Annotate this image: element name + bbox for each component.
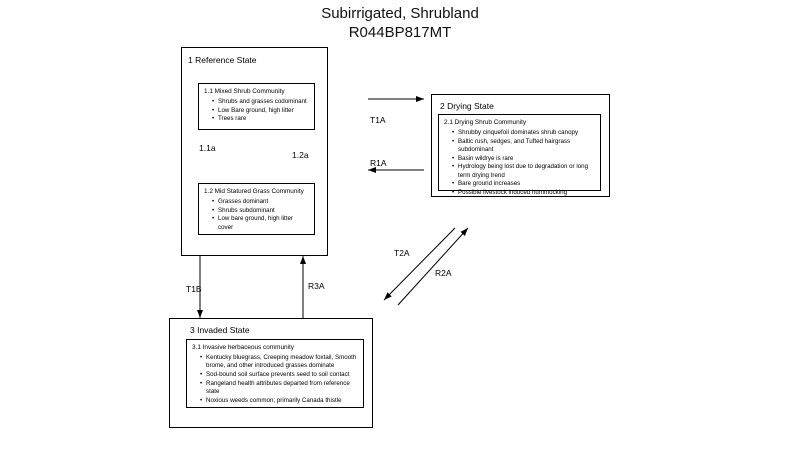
title-line-2: R044BP817MT: [348, 24, 452, 41]
list-item: • Low bare ground, high litter cover: [213, 215, 309, 231]
phase-box-1-1[interactable]: [198, 83, 315, 130]
list-item: • Baltic rush, sedges, and Tufted hairgrass subdominant: [453, 138, 595, 154]
list-item: • Grasses dominant: [213, 198, 309, 206]
phase-3-1-heading: 3.1 Invasive herbaceous community: [192, 344, 294, 351]
list-item: • Possible livestock induced hummocking: [453, 189, 595, 197]
state-title-invaded: 3 Invaded State: [190, 325, 250, 335]
list-item: • Rangeland health attributes departed from reference state: [201, 380, 358, 396]
label-r1a: R1A: [370, 158, 387, 168]
list-item: • Shrubby cinquefoil dominates shrub canopy: [453, 129, 595, 137]
state-title-reference: 1 Reference State: [188, 55, 257, 65]
phase-box-3-1[interactable]: [186, 339, 364, 408]
list-item: • Hydrology being lost due to degradation or long term drying trend: [453, 163, 595, 179]
phase-1-2-heading: 1.2 Mid Statured Grass Community: [204, 188, 304, 195]
list-item: • Trees rare: [213, 115, 309, 123]
phase-box-1-2[interactable]: [198, 183, 315, 235]
label-t2a: T2A: [394, 248, 410, 258]
list-item: • Bare ground increases: [453, 180, 595, 188]
list-item: • Sod-bound soil surface prevents seed to soil contact: [201, 371, 358, 379]
arrow-t2a: [384, 228, 455, 300]
label-1-1a: 1.1a: [199, 143, 216, 153]
list-item: • Noxious weeds common; primarily Canada thistle: [201, 397, 358, 405]
label-t1b: T1B: [186, 284, 202, 294]
phase-1-2-bullets: [204, 198, 309, 232]
list-item: • Shrubs and grasses codominant: [213, 98, 309, 106]
label-r3a: R3A: [308, 281, 325, 291]
label-t1a: T1A: [370, 115, 386, 125]
arrow-r2a: [398, 228, 468, 305]
label-r2a: R2A: [435, 268, 452, 278]
phase-2-1-bullets: [444, 129, 595, 197]
list-item: • Low Bare ground, high litter: [213, 107, 309, 115]
title-line-1: Subirrigated, Shrubland: [321, 5, 479, 22]
state-title-drying: 2 Drying State: [440, 101, 494, 111]
phase-3-1-bullets: [192, 354, 358, 405]
label-1-2a: 1.2a: [292, 150, 309, 160]
list-item: • Shrubs subdominant: [213, 207, 309, 215]
phase-1-1-heading: 1.1 Mixed Shrub Community: [204, 88, 285, 95]
phase-1-1-bullets: [204, 98, 309, 124]
phase-2-1-heading: 2.1 Drying Shrub Community: [444, 119, 527, 126]
list-item: • Basin wildrye is rare: [453, 155, 595, 163]
list-item: • Kentucky bluegrass, Creeping meadow foxtail, Smooth brome, and other introduced grasses dominate: [201, 354, 358, 370]
phase-box-2-1[interactable]: [438, 114, 601, 196]
